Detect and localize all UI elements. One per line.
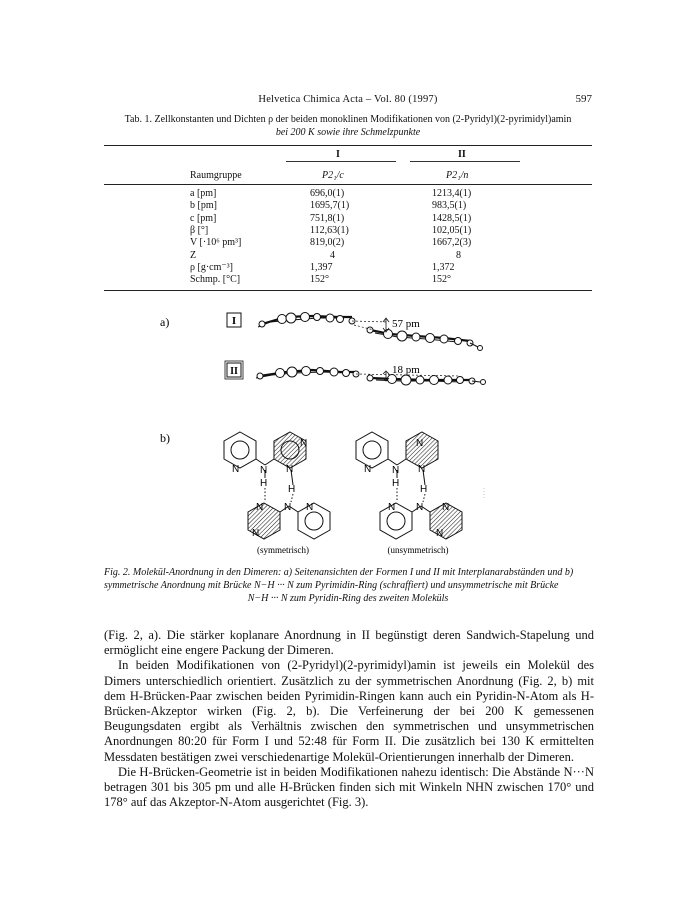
- paragraph-3: Die H-Brücken-Geometrie ist in beiden Modifikationen nahezu identisch: Die Abstände N···N betragen 301 bis 305 pm und alle H-Brücken finden sich mit Winkeln NHN zwischen 170° und 178° auf das Akzeptor-N-Atom ausgerichtet (Fig. 3).: [104, 764, 594, 810]
- table-row-label: a [pm]: [190, 188, 217, 199]
- table-row-label: Z: [190, 249, 197, 261]
- panel-a-label: a): [160, 315, 170, 329]
- table-cell-form-I: 1,397: [310, 261, 333, 273]
- atom-n: N: [256, 502, 264, 513]
- table-cell-form-II: 1667,2(3): [432, 237, 472, 249]
- figure-caption-line2: symmetrische Anordnung mit Brücke N−H ··· N zum Pyrimidin-Ring (schraffiert) und unsymmetrische mit Brücke: [104, 580, 559, 591]
- figure-caption-line1: Fig. 2. Molekül-Anordnung in den Dimeren: a) Seitenansichten der Formen I und II mit Interplanarabständen und b): [104, 567, 574, 578]
- unsymmetric-dimer: [356, 432, 462, 539]
- table-cell-form-II: P2₁/n: [446, 170, 469, 181]
- dist-I-label: 57 pm: [392, 318, 420, 330]
- form-II-sideview: [256, 367, 486, 386]
- running-header: Helvetica Chimica Acta – Vol. 80 (1997): [258, 94, 438, 105]
- table-cell-form-I: 152°: [310, 274, 329, 286]
- table-cell-form-I: 819,0(2): [310, 237, 345, 249]
- atom-n: N: [286, 464, 294, 475]
- table-row-label: c [pm]: [190, 212, 217, 224]
- dist-II-label: 18 pm: [392, 364, 420, 376]
- atom-h: H: [288, 484, 296, 495]
- table-cell-form-II: 983,5(1): [432, 200, 467, 212]
- label-unsymmetric: (unsymmetrisch): [387, 545, 449, 555]
- table-row-label: β [°]: [190, 224, 209, 236]
- paragraph-2: In beiden Modifikationen von (2-Pyridyl)(2-pyrimidyl)amin ist jeweils ein Molekül des Dimers unterschiedlich orientiert. Zusätzlich zu der symmetrischen Anordnung (Fig. 2, b) mit dem H-Brücken-Paar zwischen beiden Pyrimidin-Ringen kann auch ein Pyridin-N-Atom als H-Brücken-Akzeptor wirken (Fig. 2, b). Die Verfeinerung der bei 200 K gemessenen Beugungsdaten ergibt als Verhältnis zwischen den symmetrischen und unsymmetrischen Anordnungen 80:20 für Form I und 52:48 für Form II. Die zusätzlich bei 130 K ermittelten Messdaten bestätigen zwei verschiedenartige Molekül-Orientierungen innerhalb der Dimeren.: [104, 658, 594, 764]
- table-cell-form-II: 1213,4(1): [432, 188, 472, 199]
- table-cell-form-II: 1428,5(1): [432, 212, 472, 224]
- atom-h: H: [420, 484, 428, 495]
- table-cell-form-I: 696,0(1): [310, 188, 345, 199]
- figure-caption: [104, 566, 592, 605]
- atom-n: N: [232, 464, 240, 475]
- atom-h: H: [260, 478, 268, 489]
- table-cell-form-I: 751,8(1): [310, 212, 345, 224]
- table-row-label: V [·10⁶ pm³]: [190, 237, 242, 249]
- atom-n: N: [300, 438, 308, 449]
- form-I-label: I: [231, 315, 237, 327]
- panel-b-label: b): [160, 431, 170, 445]
- table-row-label: Raumgruppe: [190, 170, 242, 181]
- table-cell-form-II: 102,05(1): [432, 224, 472, 236]
- form-II-label: II: [230, 366, 238, 377]
- atom-n: N: [416, 502, 424, 513]
- atom-n: N: [416, 438, 424, 449]
- form-I-sideview: [258, 313, 483, 351]
- atom-n: N: [442, 502, 450, 513]
- atom-n: N: [388, 502, 396, 513]
- table-cell-form-I: P2₁/c: [322, 170, 344, 181]
- body-text: [104, 628, 594, 810]
- atom-n: N: [436, 528, 444, 539]
- atom-n: N: [252, 528, 260, 539]
- col-header-I: I: [336, 149, 340, 160]
- table-cell-form-I: 1695,7(1): [310, 200, 350, 212]
- table-caption-line2: bei 200 K sowie ihre Schmelzpunkte: [275, 127, 421, 138]
- atom-n: N: [306, 502, 314, 513]
- table-cell-form-II: 152°: [432, 274, 451, 286]
- page-number: 597: [575, 93, 592, 105]
- symmetric-dimer: [224, 432, 330, 539]
- label-symmetric: (symmetrisch): [257, 545, 309, 555]
- table-cell-form-II: 1,372: [432, 261, 455, 273]
- col-header-II: II: [458, 149, 466, 160]
- atom-h: H: [392, 478, 400, 489]
- paragraph-1: (Fig. 2, a). Die stärker koplanare Anordnung in II begünstigt deren Sandwich-Stapelung und ermöglicht eine engere Packung der Dimeren.: [104, 628, 594, 658]
- atom-n: N: [284, 502, 292, 513]
- atom-n: N: [392, 465, 400, 476]
- table-cell-form-II: 8: [456, 249, 461, 261]
- table-row-label: ρ [g·cm⁻³]: [190, 261, 233, 273]
- table-row-label: Schmp. [°C]: [190, 274, 241, 286]
- figure-caption-line3: N−H ··· N zum Pyridin-Ring des zweiten Moleküls: [247, 593, 449, 604]
- atom-n: N: [364, 464, 372, 475]
- table-row-label: b [pm]: [190, 200, 217, 212]
- atom-n: N: [418, 464, 426, 475]
- table-cell-form-I: 112,63(1): [310, 224, 349, 236]
- atom-n: N: [260, 465, 268, 476]
- table-cell-form-I: 4: [330, 249, 335, 261]
- table-caption-line1: Tab. 1. Zellkonstanten und Dichten ρ der beiden monoklinen Modifikationen von (2-Pyridyl)(2-pyrimidyl)amin: [124, 114, 572, 125]
